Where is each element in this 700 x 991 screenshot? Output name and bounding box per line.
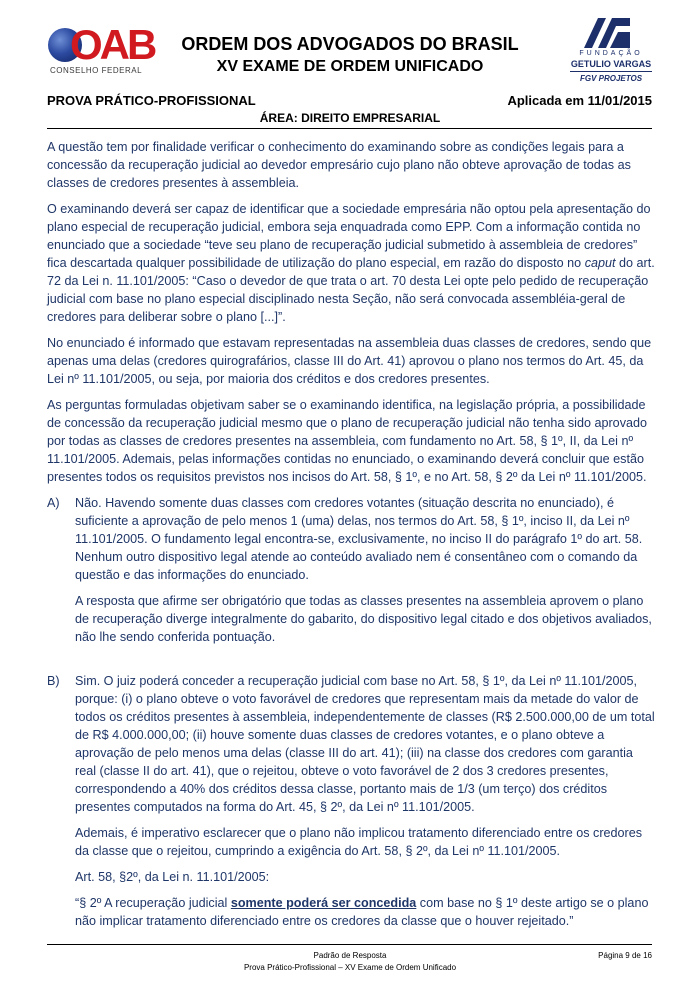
page-subtitle: XV EXAME DE ORDEM UNIFICADO [216,58,484,75]
fgv-mark-icon [584,18,630,48]
oab-logo-subtitle: CONSELHO FEDERAL [50,66,143,75]
answer-content [47,138,655,938]
answer-b-text: Sim. O juiz poderá conceder a recuperação judicial com base no Art. 58, § 1º, da Lei nº 11.101/2005, porque: (i) o plano obteve o voto favorável de credores que representam mais da metade do valor de todos os créditos presentes à assembleia, independentemente de classes (R$ 2.500.000,00 de um total de R$ 4.000.000,00; (ii) houve somente duas classes de credores votantes, e o plano obteve a aprovação de pelo menos uma delas (classe III do art. 41); (iii) na classe dos credores com garantia real (classe II do art. 41), que o rejeitou, obteve o voto favorável de 2 dos 3 credores presentes, correspondendo a 40% dos créditos dessa classe, portanto mais de 1/3 (um terço) dos créditos presentes computados na forma do Art. 45, § 2º, da Lei nº 11.101/2005. [75,674,655,814]
paragraph-plan: O examinando deverá ser capaz de identificar que a sociedade empresária não optou pela apresentação do plano especial de recuperação judicial, embora seja enquadrada como EPP. Com a informação contida no enunciado que a sociedade “teve seu plano de recuperação judicial submetido à assembleia de credores” fica descartada qualquer possibilidade de utilização do plano especial, em razão do disposto no caput do art. 72 da Lei n. 11.101/2005: “Caso o devedor de que trata o art. 70 desta Lei opte pelo pedido de recuperação judicial com base no plano especial disciplinado nesta Seção, não será convocada assembléia-geral de credores para deliberar sobre o plano [...]”. [47,202,655,324]
fgv-logo-line3: FGV PROJETOS [579,74,643,83]
answer-a [47,494,655,646]
fgv-logo-line2: GETULIO VARGAS [570,59,652,69]
exam-area: ÁREA: DIREITO EMPRESARIAL [259,111,441,125]
fgv-logo-divider [570,71,652,72]
answer-b-label: B) [47,674,60,688]
header-divider [47,128,652,129]
answer-b-citation: Art. 58, §2º, da Lei n. 11.101/2005: [75,870,270,884]
spacer [47,654,655,672]
paragraph-intro: A questão tem por finalidade verificar o conhecimento do examinando sobre as condições legais para a concessão da recuperação judicial ao devedor empresário cujo plano não obteve aprovação de todas as classes de credores presentes à assembleia. [47,140,631,190]
footer-divider [47,944,652,945]
paragraph-questions: As perguntas formuladas objetivam saber se o examinando identifica, na legislação própria, a possibilidade de concessão da recuperação judicial mesmo que o plano de recuperação judicial não tenha sido aprovado por todas as classes de credores presentes na assembleia, com fundamento no Art. 58, § 1º, II, da Lei nº 11.101/2005. Ademais, pelas informações contidas no enunciado, o examinando deverá concluir que estão presentes todos os requisitos previstos nos incisos do Art. 58, § 1º, e no Art. 58, § 2º da Lei nº 11.101/2005. [47,398,647,484]
fgv-logo-line1: FUNDAÇÃO [579,50,643,57]
oab-logo-text: OAB [70,21,155,68]
paragraph-assembly: No enunciado é informado que estavam representadas na assembleia duas classes de credores, sendo que apenas uma delas (credores quirografários, classe III do Art. 41) aprovou o plano nos termos do Art. 45, da Lei nº 11.101/2005, ou seja, por maioria dos créditos e dos credores presentes. [47,336,652,386]
answer-a-label: A) [47,496,60,510]
footer-subtitle: Prova Prático-Profissional – XV Exame de Ordem Unificado [243,963,457,972]
oab-logo [48,21,155,82]
answer-b [47,672,655,930]
exam-date: Aplicada em 11/01/2015 [507,93,652,108]
footer-title: Padrão de Resposta [313,951,387,960]
fgv-logo [566,18,656,90]
answer-a-note: A resposta que afirme ser obrigatório que todas as classes presentes na assembleia aprovem o plano de recuperação diverge integralmente do gabarito, do dispositivo legal citado e dos objetivos avaliados, não lhe sendo conferida pontuação. [75,594,652,644]
answer-a-text: Não. Havendo somente duas classes com credores votantes (situação descrita no enunciado), é suficiente a aprovação de pelo menos 1 (uma) delas, nos termos do Art. 58, § 1º, inciso II, da Lei nº 11.101/2005. O fundamento legal encontra-se, exclusivamente, no inciso II do parágrafo 1º do art. 58. Nenhum outro dispositivo legal atende ao conteúdo avaliado nem é consentâneo com o comando da questão e das informações do enunciado. [75,496,643,582]
page-title: ORDEM DOS ADVOGADOS DO BRASIL [181,34,519,54]
exam-type: PROVA PRÁTICO-PROFISSIONAL [47,93,256,108]
answer-b-quote: “§ 2º A recuperação judicial somente poderá ser concedida com base no § 1º deste artigo se o plano não implicar tratamento diferenciado entre os credores da classe que o houver rejeitado.” [75,896,649,928]
page-number: Página 9 de 16 [598,951,652,960]
answer-b-note: Ademais, é imperativo esclarecer que o plano não implicou tratamento diferenciado entre os credores da classe que o rejeitou, cumprindo a exigência do Art. 58, § 2º, da Lei nº 11.101/2005. [75,826,643,858]
